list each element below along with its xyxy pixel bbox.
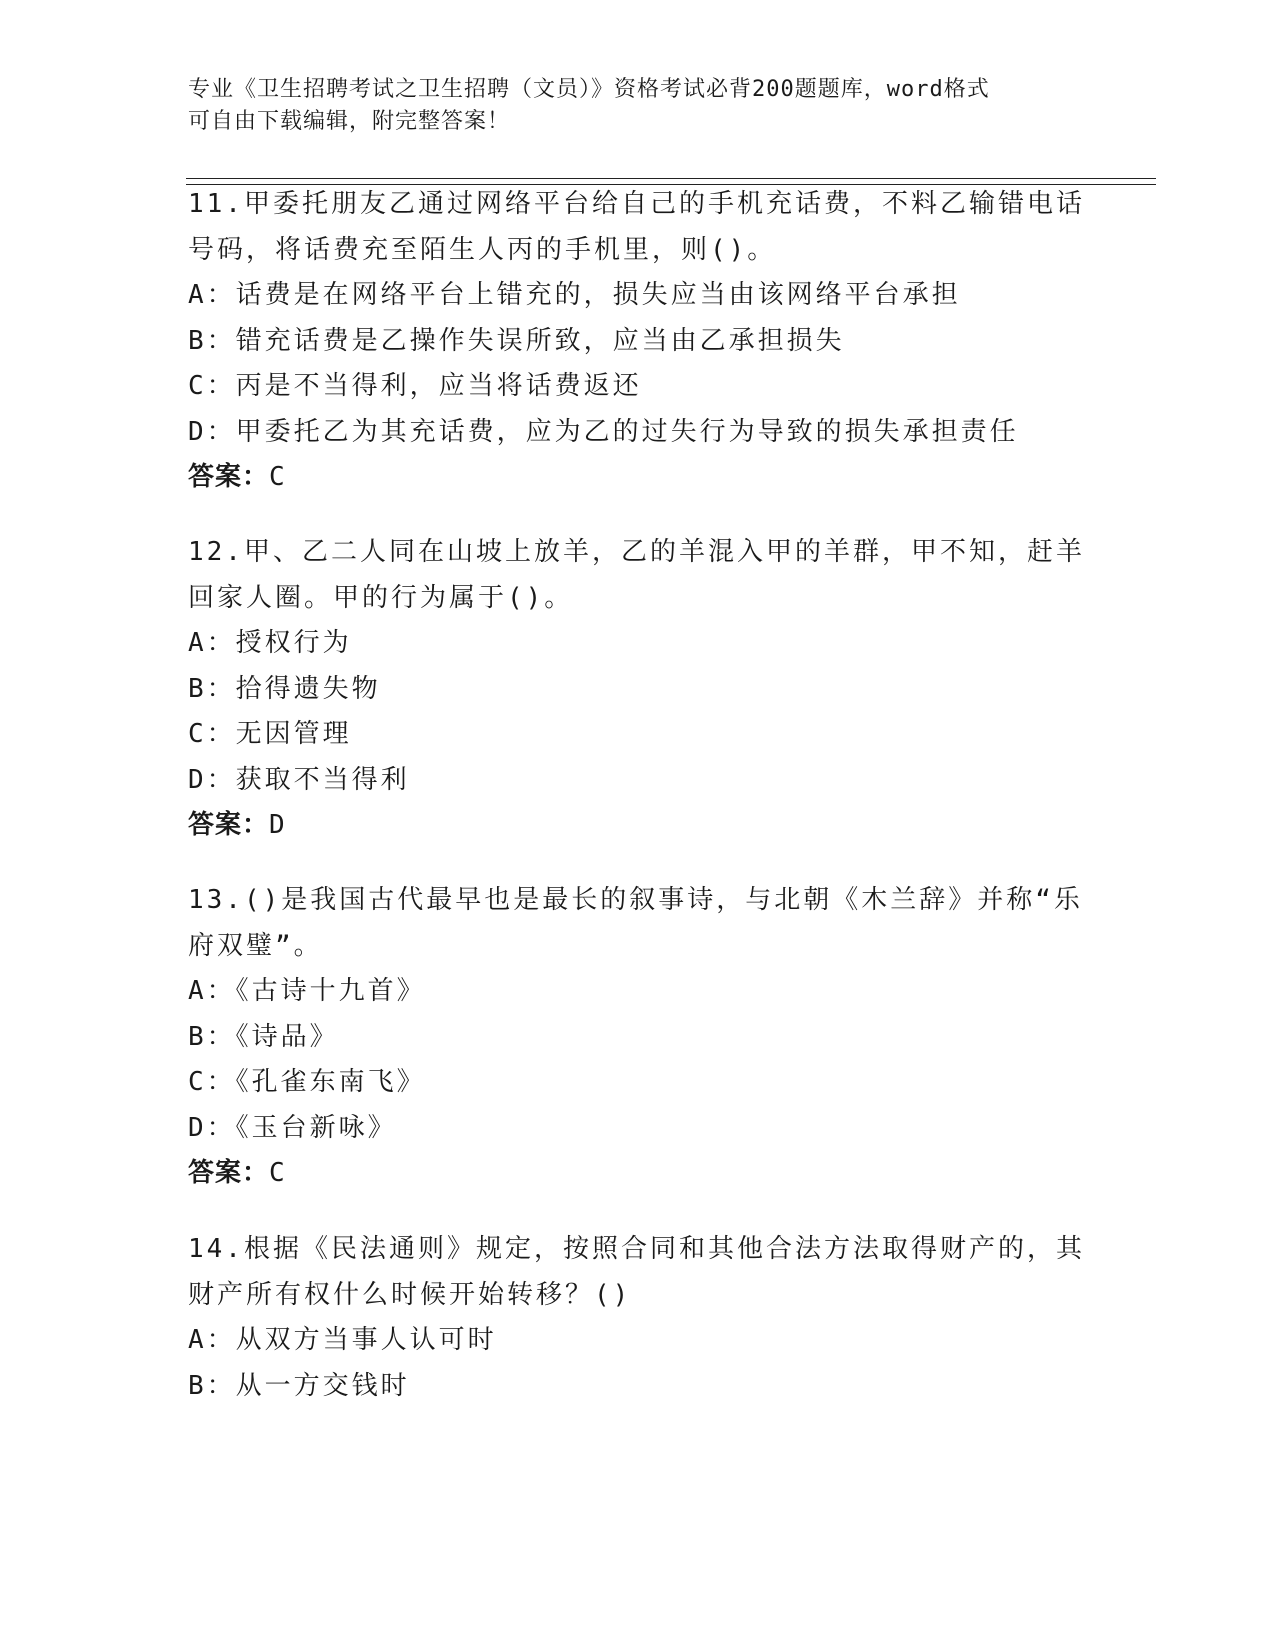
- question-stem-line: 12.甲、乙二人同在山坡上放羊，乙的羊混入甲的羊群，甲不知，赶羊: [188, 537, 1085, 567]
- question-stem-line: 11.甲委托朋友乙通过网络平台给自己的手机充话费，不料乙输错电话: [188, 189, 1085, 219]
- question-11: [188, 182, 1088, 501]
- answer-label: 答案：: [188, 462, 270, 492]
- option-a: A：《古诗十九首》: [188, 976, 426, 1006]
- option-b: B：从一方交钱时: [188, 1370, 410, 1401]
- question-stem-line: 府双璧”。: [188, 930, 323, 961]
- question-stem-line: 号码，将话费充至陌生人丙的手机里，则()。: [188, 234, 777, 265]
- question-stem-line: 13.()是我国古代最早也是最长的叙事诗，与北朝《木兰辞》并称“乐: [188, 885, 1083, 915]
- answer-line: [188, 455, 1088, 501]
- option-b: B：拾得遗失物: [188, 673, 381, 704]
- question-stem-line: 回家人圈。甲的行为属于()。: [188, 582, 574, 613]
- answer-line: [188, 803, 1088, 849]
- answer-value: C: [269, 1158, 286, 1188]
- question-13: [188, 878, 1088, 1197]
- document-header: [188, 74, 1068, 138]
- answer-line: [188, 1151, 1088, 1197]
- question-stem-line: 财产所有权什么时候开始转移？(): [188, 1279, 632, 1310]
- option-c: C：《孔雀东南飞》: [188, 1067, 426, 1097]
- header-line-2: 可自由下载编辑，附完整答案！: [188, 109, 511, 134]
- option-c: C：无因管理: [188, 719, 352, 749]
- option-d: D：甲委托乙为其充话费，应为乙的过失行为导致的损失承担责任: [188, 416, 1019, 447]
- option-a: A：从双方当事人认可时: [188, 1325, 497, 1355]
- question-stem-line: 14.根据《民法通则》规定，按照合同和其他合法方法取得财产的，其: [188, 1234, 1085, 1264]
- answer-label: 答案：: [188, 1158, 270, 1188]
- header-divider-top: [186, 178, 1156, 179]
- answer-label: 答案：: [188, 810, 270, 840]
- header-line-1: 专业《卫生招聘考试之卫生招聘（文员）》资格考试必背200题题库，word格式: [188, 77, 990, 102]
- option-a: A：授权行为: [188, 628, 352, 658]
- question-12: [188, 530, 1088, 849]
- option-a: A：话费是在网络平台上错充的，损失应当由该网络平台承担: [188, 280, 961, 310]
- option-c: C：丙是不当得利，应当将话费返还: [188, 371, 642, 401]
- option-b: B：《诗品》: [188, 1021, 339, 1052]
- answer-value: D: [269, 810, 286, 840]
- option-d: D：《玉台新咏》: [188, 1112, 397, 1143]
- answer-value: C: [269, 462, 286, 492]
- option-d: D：获取不当得利: [188, 764, 410, 795]
- question-14: [188, 1227, 1088, 1409]
- option-b: B：错充话费是乙操作失误所致，应当由乙承担损失: [188, 325, 845, 356]
